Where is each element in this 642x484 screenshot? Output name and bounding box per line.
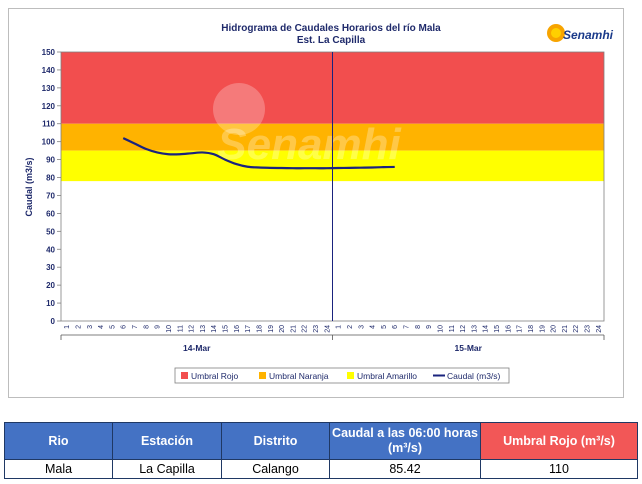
x-tick-label: 7 (132, 325, 140, 329)
legend-label-0: Umbral Rojo (191, 371, 239, 381)
table-header-row (5, 423, 638, 460)
logo-sun-core-icon (551, 28, 561, 38)
date-label: 14-Mar (183, 343, 211, 353)
x-tick-label: 21 (290, 325, 298, 333)
x-tick-label: 15 (222, 325, 230, 333)
x-tick-label: 24 (324, 325, 332, 333)
y-tick-label: 110 (42, 119, 55, 129)
x-tick-label: 8 (414, 325, 422, 329)
y-axis-label: Caudal (m3/s) (24, 157, 34, 217)
x-tick-label: 13 (471, 325, 479, 333)
cell-umbral-rojo: 110 (481, 460, 638, 479)
cell-rio: Mala (5, 460, 113, 479)
x-tick-label: 4 (98, 325, 106, 329)
x-tick-label: 20 (550, 325, 558, 333)
summary-table (4, 422, 638, 479)
y-tick-label: 100 (41, 137, 55, 147)
x-tick-label: 4 (369, 325, 377, 329)
legend-label-2: Umbral Amarillo (357, 371, 417, 381)
y-tick-label: 140 (41, 65, 55, 75)
watermark-text: Senamhi (217, 120, 401, 169)
x-tick-label: 10 (437, 325, 445, 333)
x-tick-label: 19 (539, 325, 547, 333)
x-tick-label: 1 (64, 325, 72, 329)
x-tick-label: 17 (245, 325, 253, 333)
x-tick-label: 3 (86, 325, 94, 329)
x-tick-label: 10 (165, 325, 173, 333)
header-caudal: Caudal a las 06:00 horas (m³/s) (330, 423, 481, 460)
y-tick-label: 60 (46, 209, 55, 219)
x-tick-label: 11 (448, 325, 456, 333)
legend-swatch-0 (181, 372, 188, 379)
legend-swatch-1 (259, 372, 266, 379)
chart-title: Hidrograma de Caudales Horarios del río Mala (221, 23, 441, 34)
x-tick-label: 19 (267, 325, 275, 333)
x-tick-label: 13 (199, 325, 207, 333)
x-tick-label: 6 (392, 325, 400, 329)
cell-caudal: 85.42 (330, 460, 481, 479)
x-tick-label: 12 (188, 325, 196, 333)
x-tick-label: 9 (426, 325, 434, 329)
watermark-sun-icon (213, 83, 265, 135)
cell-distrito: Calango (222, 460, 330, 479)
x-tick-label: 18 (256, 325, 264, 333)
chart-frame (8, 8, 624, 398)
y-tick-label: 80 (46, 173, 55, 183)
x-tick-label: 3 (358, 325, 366, 329)
chart-subtitle: Est. La Capilla (296, 35, 366, 46)
table-row (5, 460, 638, 479)
date-label: 15-Mar (454, 343, 482, 353)
y-tick-label: 20 (46, 281, 55, 291)
x-tick-label: 7 (403, 325, 411, 329)
y-tick-label: 120 (41, 101, 55, 111)
hydrograph-chart (9, 9, 625, 399)
header-estacion: Estación (113, 423, 222, 460)
x-tick-label: 16 (505, 325, 513, 333)
x-tick-label: 9 (154, 325, 162, 329)
x-tick-label: 15 (494, 325, 502, 333)
y-tick-label: 90 (46, 155, 55, 165)
x-tick-label: 22 (301, 325, 309, 333)
y-tick-label: 50 (46, 227, 55, 237)
x-tick-label: 14 (211, 325, 219, 333)
x-tick-label: 12 (460, 325, 468, 333)
x-tick-label: 2 (346, 325, 354, 329)
y-tick-label: 130 (41, 83, 55, 93)
x-tick-label: 8 (143, 325, 151, 329)
x-tick-label: 1 (335, 325, 343, 329)
header-distrito: Distrito (222, 423, 330, 460)
plot-area (42, 48, 604, 353)
cell-estacion: La Capilla (113, 460, 222, 479)
x-tick-label: 18 (527, 325, 535, 333)
x-tick-label: 2 (75, 325, 83, 329)
y-tick-label: 30 (46, 263, 55, 273)
y-tick-label: 0 (50, 317, 55, 326)
header-umbral-rojo: Umbral Rojo (m³/s) (481, 423, 638, 460)
x-tick-label: 14 (482, 325, 490, 333)
senamhi-logo (547, 24, 614, 42)
logo-text: Senamhi (563, 28, 614, 42)
x-tick-label: 20 (279, 325, 287, 333)
y-tick-label: 70 (46, 191, 55, 201)
legend-label-3: Caudal (m3/s) (447, 371, 501, 381)
legend-label-1: Umbral Naranja (269, 371, 329, 381)
x-tick-label: 5 (109, 325, 117, 329)
x-tick-label: 16 (233, 325, 241, 333)
x-tick-label: 23 (313, 325, 321, 333)
legend (175, 368, 509, 383)
x-tick-label: 21 (561, 325, 569, 333)
x-tick-label: 23 (584, 325, 592, 333)
x-tick-label: 17 (516, 325, 524, 333)
x-tick-label: 22 (573, 325, 581, 333)
header-rio: Rio (5, 423, 113, 460)
y-tick-label: 150 (41, 48, 55, 57)
y-tick-label: 10 (46, 299, 55, 309)
x-tick-label: 11 (177, 325, 185, 333)
legend-swatch-2 (347, 372, 354, 379)
x-tick-label: 24 (595, 325, 603, 333)
x-tick-label: 6 (120, 325, 128, 329)
y-tick-label: 40 (46, 245, 55, 255)
x-tick-label: 5 (380, 325, 388, 329)
